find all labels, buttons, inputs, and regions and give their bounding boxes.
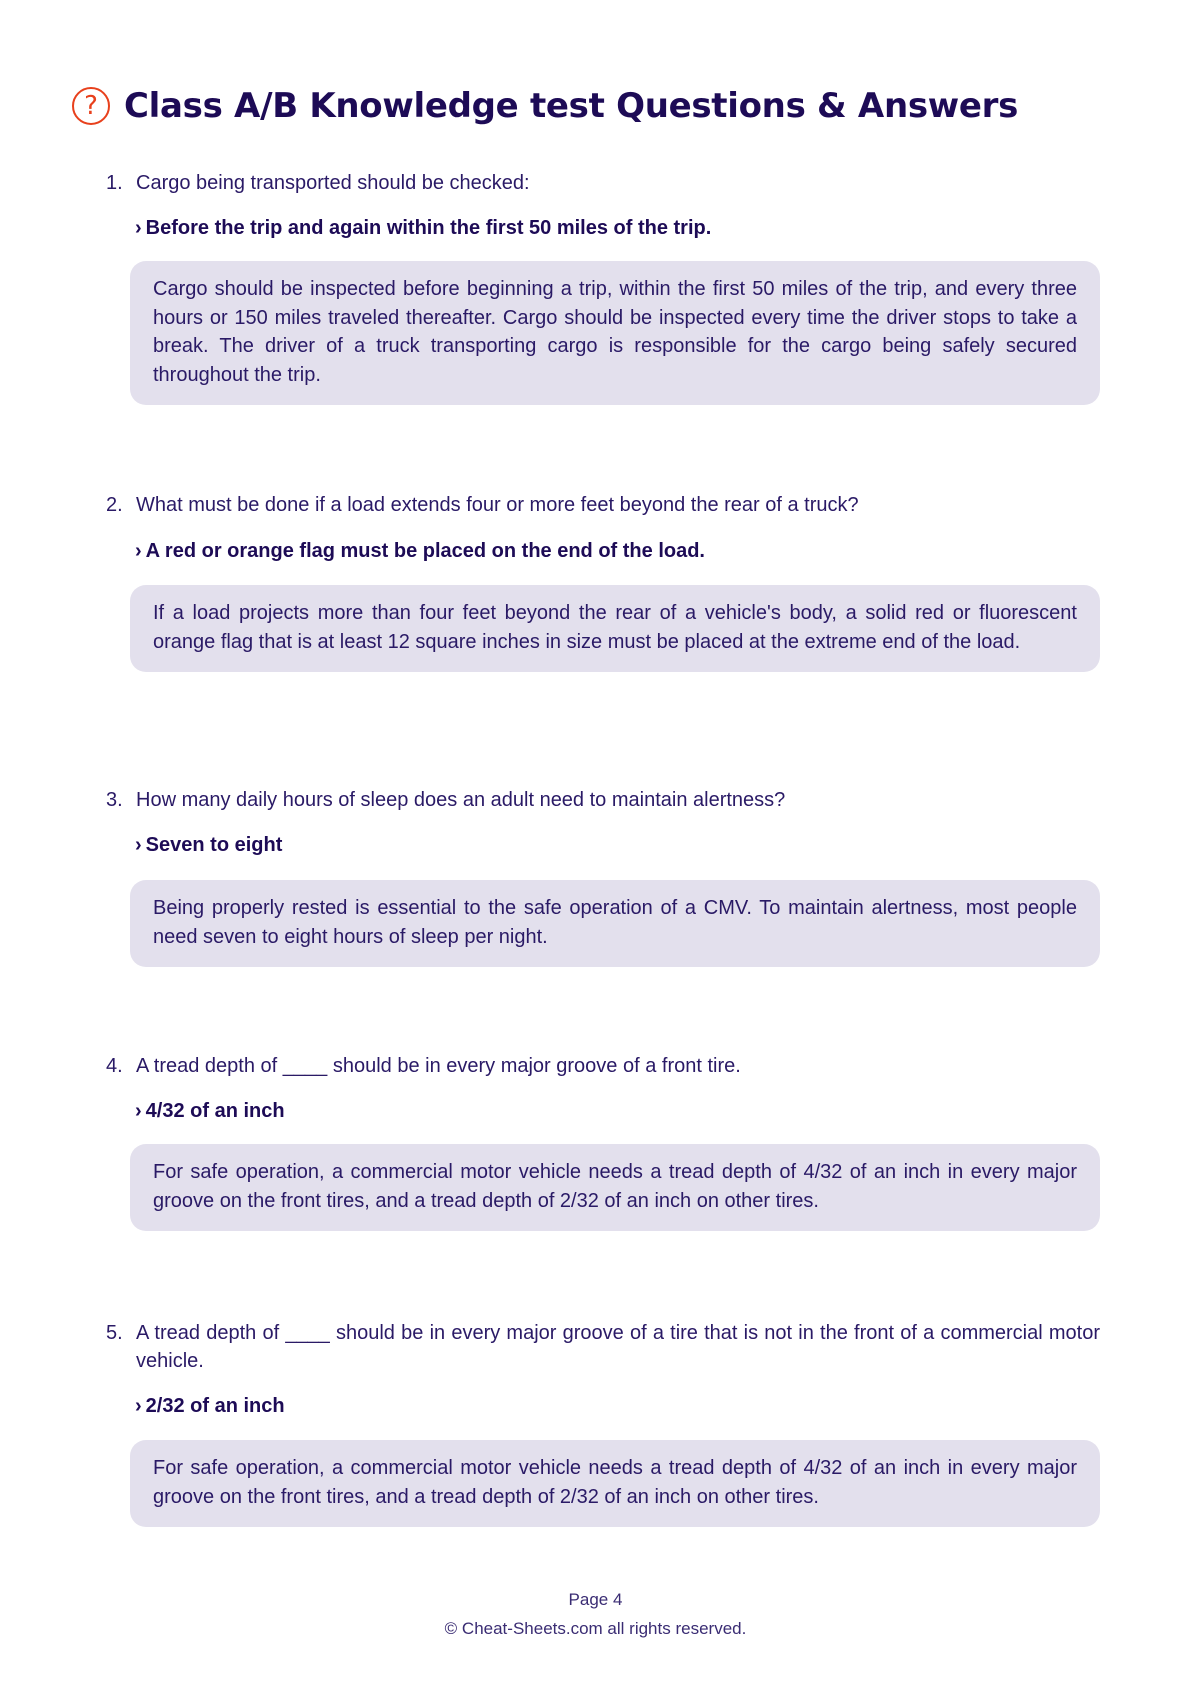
explanation-box-3: Being properly rested is essential to the safe operation of a CMV. To maintain alertness, most people need seven to eight hours of sleep per night. [130,880,1100,967]
question-2 [106,491,1100,519]
question-text: How many daily hours of sleep does an adult need to maintain alertness? [136,789,786,811]
question-number: 5. [106,1322,123,1344]
page-title: Class A/B Knowledge test Questions & Answers [124,86,1019,126]
chevron-right-icon: › [135,834,142,856]
chevron-right-icon: › [135,217,142,239]
answer-4 [135,1097,285,1125]
explanation-box-4: For safe operation, a commercial motor vehicle needs a tread depth of 4/32 of an inch in every major groove on the front tires, and a tread depth of 2/32 of an inch on other tires. [130,1144,1100,1231]
question-number: 1. [106,172,123,194]
answer-2 [135,537,705,565]
question-number: 2. [106,494,123,516]
question-text: Cargo being transported should be checked: [136,172,530,194]
answer-3 [135,831,282,859]
copyright-notice: © Cheat-Sheets.com all rights reserved. [444,1619,747,1638]
answer-text: 2/32 of an inch [145,1395,285,1417]
explanation-box-5: For safe operation, a commercial motor vehicle needs a tread depth of 4/32 of an inch in every major groove on the front tires, and a tread depth of 2/32 of an inch on other tires. [130,1440,1100,1527]
page-number: Page 4 [568,1590,623,1609]
chevron-right-icon: › [135,1100,142,1122]
question-5 [106,1319,1100,1375]
question-text: A tread depth of ____ should be in every major groove of a front tire. [136,1055,741,1077]
question-text: A tread depth of ____ should be in every major groove of a tire that is not in the front of a commercial motor vehicle. [136,1322,1100,1372]
question-1 [106,169,1100,197]
chevron-right-icon: › [135,1395,142,1417]
question-4 [106,1052,1100,1080]
explanation-box-1: Cargo should be inspected before beginning a trip, within the first 50 miles of the trip, and every three hours or 150 miles traveled thereafter. Cargo should be inspected every time the driver stops to take a break. The driver of a truck transporting cargo is responsible for the cargo being safely secured throughout the trip. [130,261,1100,405]
question-circle-icon: ? [72,87,110,125]
answer-text: Before the trip and again within the first 50 miles of the trip. [145,217,712,239]
question-3 [106,786,1100,814]
answer-1 [135,214,711,242]
question-number: 3. [106,789,123,811]
page-header [72,86,1018,126]
explanation-box-2: If a load projects more than four feet beyond the rear of a vehicle's body, a solid red or fluorescent orange flag that is at least 12 square inches in size must be placed at the extreme end of the load. [130,585,1100,672]
question-number: 4. [106,1055,123,1077]
answer-text: Seven to eight [145,834,283,856]
question-text: What must be done if a load extends four or more feet beyond the rear of a truck? [136,494,859,516]
answer-5 [135,1392,285,1420]
answer-text: A red or orange flag must be placed on the end of the load. [145,540,705,562]
answer-text: 4/32 of an inch [145,1100,285,1122]
chevron-right-icon: › [135,540,142,562]
